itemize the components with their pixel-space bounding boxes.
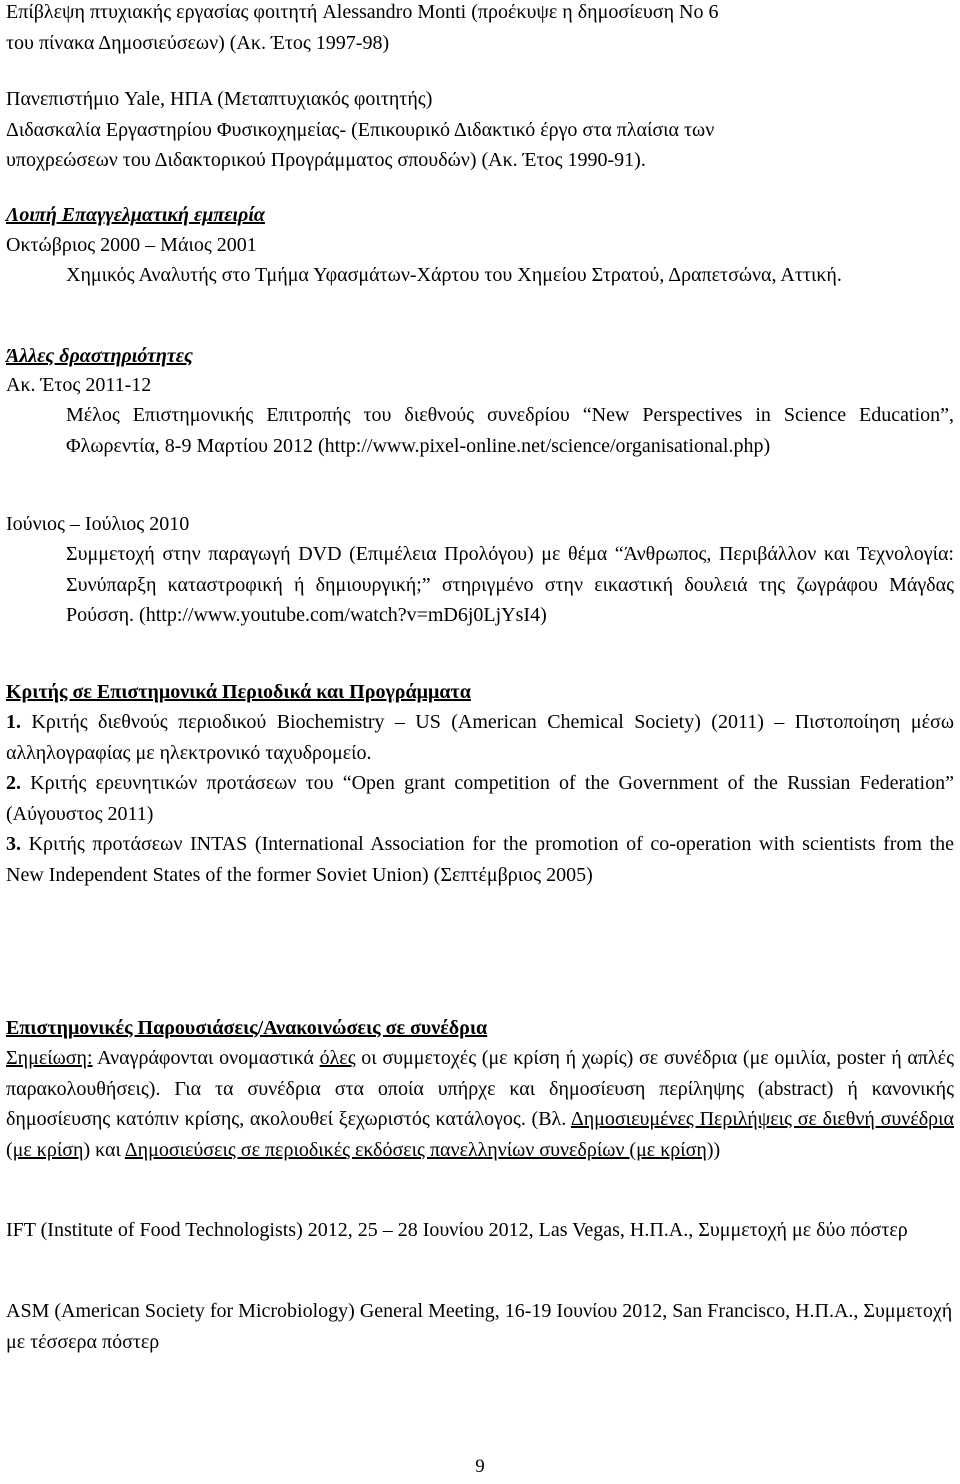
reviewer-heading: Κριτής σε Επιστημονικά Περιοδικά και Προγράμματα	[6, 681, 471, 703]
yale-line-3: υποχρεώσεων του Διδακτορικού Προγράμματος σπουδών) (Ακ. Έτος 1990-91).	[6, 149, 646, 171]
yale-line-2: Διδασκαλία Εργαστηρίου Φυσικοχημείας- (Επικουρικό Διδακτικό έργο στα πλαίσια των	[6, 118, 715, 141]
other-activities-period-2: Ιούνιος – Ιούλιος 2010	[6, 513, 190, 535]
page-number: 9	[475, 1456, 485, 1477]
other-experience-heading: Λοιπή Επαγγελματική εμπειρία	[6, 204, 265, 226]
note-label: Σημείωση:	[6, 1047, 93, 1069]
supervision-line-2: του πίνακα Δημοσιεύσεων) (Ακ. Έτος 1997-98)	[6, 31, 390, 54]
reviewer-item-1: 1. Κριτής διεθνούς περιοδικού Biochemistry – US (American Chemical Society) (2011) – Πιστοποίηση μέσω αλληλογραφίας με ηλεκτρονικό ταχυδρομείο.	[6, 711, 954, 764]
proceedings-link[interactable]: Δημοσιεύσεις σε περιοδικές εκδόσεις πανελληνίων συνεδρίων (με κρίση)	[124, 1138, 714, 1161]
reviewer-item-3: 3. Κριτής προτάσεων INTAS (International Association for the promotion of co-operation with scientists from the New Independent States of the former Soviet Union) (Σεπτέμβριος 2005)	[6, 833, 954, 886]
other-activities-description: Μέλος Επιστημονικής Επιτροπής του διεθνούς συνεδρίου “New Perspectives in Science Education”, Φλωρεντία, 8-9 Μαρτίου 2012 (http://www.pixel-online.net/science/organisational.php)	[66, 404, 954, 457]
yale-line-1: Πανεπιστήμιο Yale, ΗΠΑ (Μεταπτυχιακός φοιτητής)	[6, 88, 433, 110]
reviewer-item-2: 2. Κριτής ερευνητικών προτάσεων του “Open grant competition of the Government of the Russian Federation” (Αύγουστος 2011)	[6, 772, 954, 825]
abstracts-link[interactable]: Δημοσιευμένες Περιλήψεις σε διεθνή συνέδρια (με κρίση	[6, 1108, 954, 1161]
other-experience-period: Οκτώβριος 2000 – Μάιος 2001	[6, 234, 257, 256]
other-experience-description: Χημικός Αναλυτής στο Τμήμα Υφασμάτων-Χάρτου του Χημείου Στρατού, Δραπετσώνα, Αττική.	[66, 264, 842, 286]
yale-paragraph	[6, 84, 954, 176]
other-activities-heading: Άλλες δραστηριότητες	[6, 345, 193, 367]
presentations-heading: Επιστημονικές Παρουσιάσεις/Ανακοινώσεις σε συνέδρια	[6, 1017, 488, 1039]
supervision-paragraph	[6, 0, 954, 58]
conference-entry: IFT (Institute of Food Technologists) 2012, 25 – 28 Ιουνίου 2012, Las Vegas, Η.Π.Α., Συμμετοχή με δύο πόστερ	[6, 1219, 908, 1241]
presentations-note: Σημείωση: Αναγράφονται ονομαστικά όλες οι συμμετοχές (με κρίση ή χωρίς) σε συνέδρια (με ομιλία, poster ή απλές παρακολουθήσεις). Για τα συνέδρια στα οποία υπήρχε και δημοσίευση περίληψης (abstract) ή κανονικής δημοσίευσης κατόπιν κρίσης, ακολουθεί ξεχωριστός κατάλογος. (Βλ. Δημοσιευμένες Περιλήψεις σε διεθνή συνέδρια (με κρίση) και Δημοσιεύσεις σε περιοδικές εκδόσεις πανελληνίων συνεδρίων (με κρίση))	[6, 1047, 954, 1161]
supervision-line-1: Επίβλεψη πτυχιακής εργασίας φοιτητή Alessandro Monti (προέκυψε η δημοσίευση Νο 6	[6, 1, 719, 23]
other-activities-year: Ακ. Έτος 2011-12	[6, 374, 152, 396]
conference-entry: ASM (American Society for Microbiology) General Meeting, 16-19 Ιουνίου 2012, San Francisco, Η.Π.Α., Συμμετοχή με τέσσερα πόστερ	[6, 1300, 953, 1353]
other-activities-description-2: Συμμετοχή στην παραγωγή DVD (Επιμέλεια Προλόγου) με θέμα “Άνθρωπος, Περιβάλλον και Τεχνολογία: Συνύπαρξη καταστροφική ή δημιουργική;” στηριγμένο στην εικαστική δουλειά της ζωγράφου Μάγδας Ρούσση. (http://www.youtube.com/watch?v=mD6j0LjYsI4)	[66, 543, 954, 626]
